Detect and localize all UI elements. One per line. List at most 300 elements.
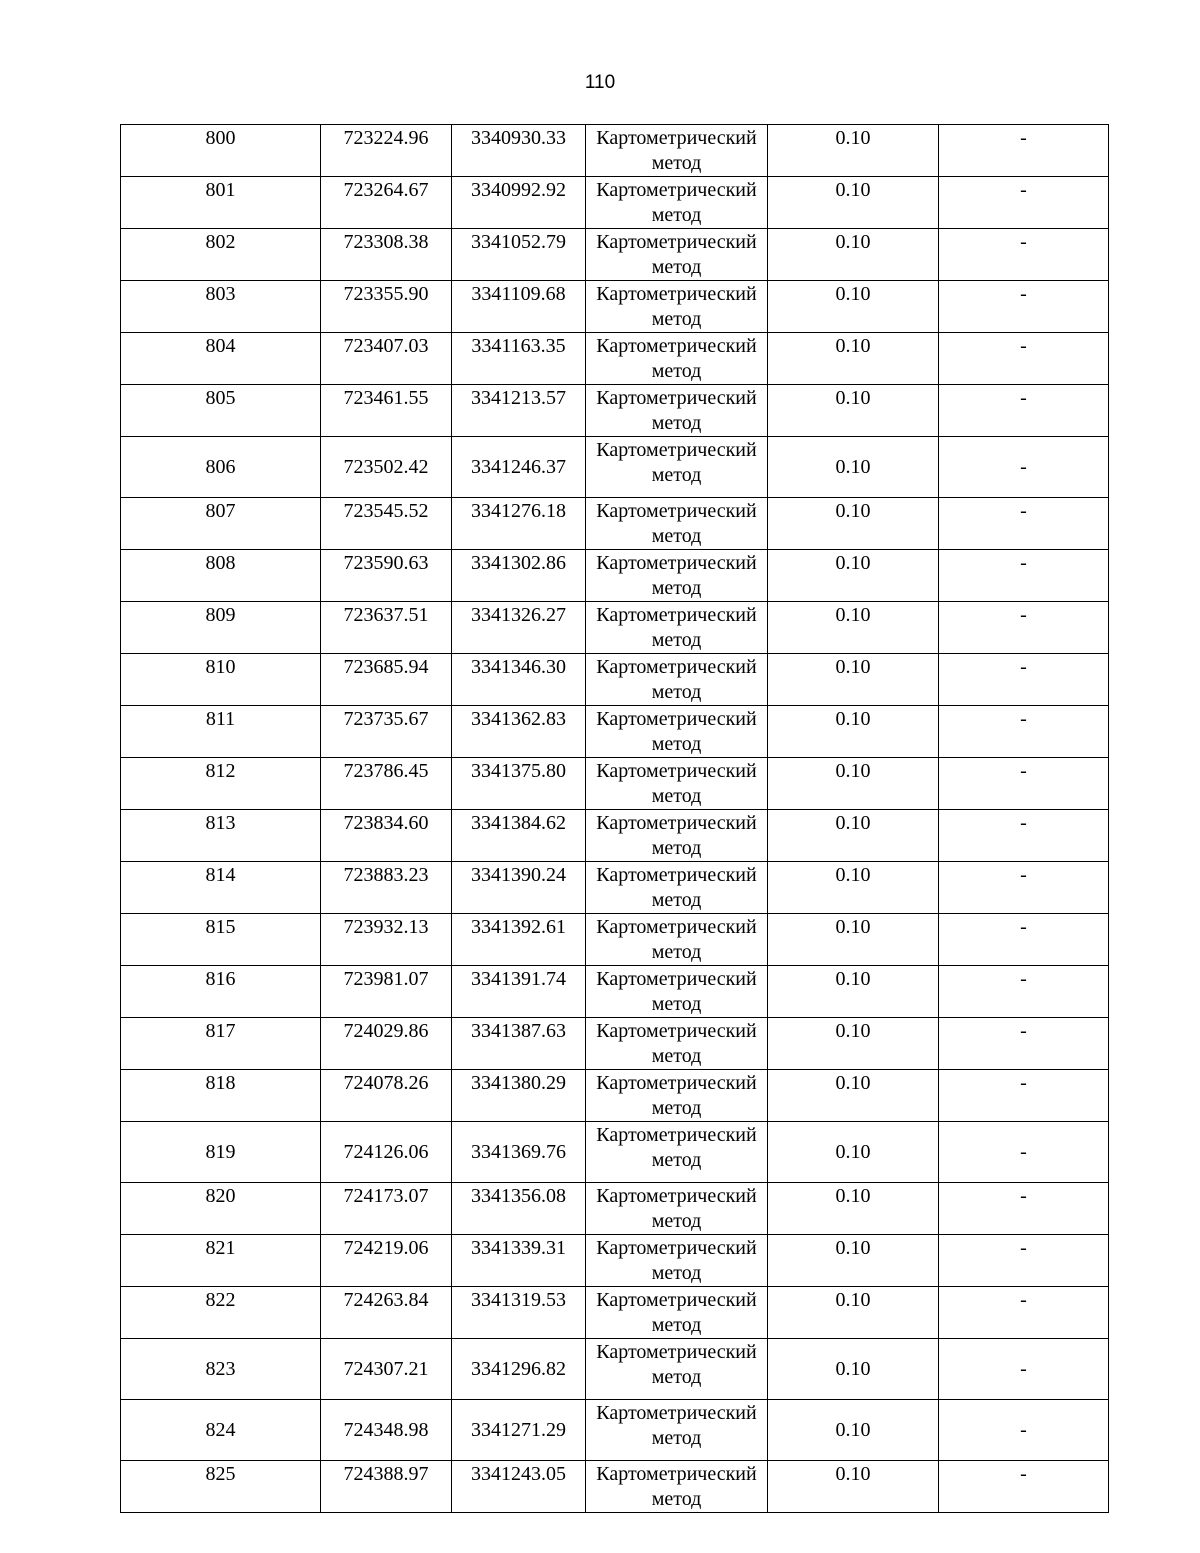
point-cell-value: 811: [205, 708, 236, 730]
y-coordinate-cell: [452, 498, 586, 550]
y-coordinate-cell-value: 3341246.37: [471, 456, 566, 478]
y-coordinate-cell: [452, 1287, 586, 1339]
accuracy-cell-value: 0.10: [835, 916, 871, 938]
y-coordinate-cell: [452, 125, 586, 177]
point-cell: [121, 654, 321, 706]
table-row: [121, 862, 1109, 914]
accuracy-cell: [768, 333, 939, 385]
note-cell: [939, 810, 1109, 862]
method-line-1: Картометрический: [596, 1402, 757, 1424]
accuracy-cell-value: 0.10: [835, 864, 871, 886]
point-cell-value: 818: [205, 1072, 236, 1094]
point-cell-value: 820: [205, 1185, 236, 1207]
coordinates-table: [120, 124, 1109, 1513]
y-coordinate-cell: [452, 966, 586, 1018]
accuracy-cell: [768, 914, 939, 966]
x-coordinate-cell-value: 723932.13: [343, 916, 429, 938]
table-row: [121, 1070, 1109, 1122]
page-number: 110: [584, 72, 616, 93]
x-coordinate-cell: [321, 1122, 452, 1183]
y-coordinate-cell: [452, 654, 586, 706]
table-row: [121, 1122, 1109, 1183]
y-coordinate-cell-value: 3341109.68: [471, 283, 566, 305]
method-line-1: Картометрический: [596, 1341, 757, 1363]
method-cell: [586, 1339, 768, 1400]
accuracy-cell: [768, 550, 939, 602]
accuracy-cell: [768, 602, 939, 654]
note-cell: [939, 602, 1109, 654]
x-coordinate-cell: [321, 602, 452, 654]
y-coordinate-cell-value: 3341356.08: [471, 1185, 566, 1207]
x-coordinate-cell: [321, 914, 452, 966]
table-row: [121, 1287, 1109, 1339]
method-line-1: Картометрический: [596, 1072, 757, 1094]
note-cell-value: -: [1020, 456, 1027, 478]
accuracy-cell: [768, 1461, 939, 1513]
x-coordinate-cell: [321, 758, 452, 810]
note-cell-value: -: [1020, 1185, 1027, 1207]
y-coordinate-cell-value: 3341326.27: [471, 604, 566, 626]
point-cell: [121, 602, 321, 654]
x-coordinate-cell: [321, 281, 452, 333]
point-cell: [121, 758, 321, 810]
method-line-2: метод: [651, 577, 702, 599]
y-coordinate-cell: [452, 1183, 586, 1235]
y-coordinate-cell: [452, 1235, 586, 1287]
note-cell-value: -: [1020, 335, 1027, 357]
x-coordinate-cell: [321, 550, 452, 602]
accuracy-cell-value: 0.10: [835, 1185, 871, 1207]
x-coordinate-cell: [321, 498, 452, 550]
x-coordinate-cell: [321, 1018, 452, 1070]
method-line-1: Картометрический: [596, 1289, 757, 1311]
y-coordinate-cell-value: 3341052.79: [471, 231, 566, 253]
table-row: [121, 1235, 1109, 1287]
y-coordinate-cell: [452, 1122, 586, 1183]
y-coordinate-cell-value: 3341387.63: [471, 1020, 566, 1042]
method-line-1: Картометрический: [596, 1185, 757, 1207]
method-line-1: Картометрический: [596, 1020, 757, 1042]
accuracy-cell: [768, 1235, 939, 1287]
point-cell: [121, 706, 321, 758]
x-coordinate-cell-value: 723545.52: [343, 500, 429, 522]
method-line-2: метод: [651, 629, 702, 651]
table-row: [121, 333, 1109, 385]
method-line-1: Картометрический: [596, 127, 757, 149]
x-coordinate-cell-value: 723461.55: [343, 387, 429, 409]
method-line-2: метод: [651, 785, 702, 807]
accuracy-cell: [768, 437, 939, 498]
accuracy-cell-value: 0.10: [835, 1419, 871, 1441]
note-cell: [939, 437, 1109, 498]
method-line-2: метод: [651, 256, 702, 278]
point-cell: [121, 1461, 321, 1513]
x-coordinate-cell-value: 723355.90: [343, 283, 429, 305]
method-cell: [586, 498, 768, 550]
y-coordinate-cell-value: 3341271.29: [471, 1419, 566, 1441]
y-coordinate-cell: [452, 1018, 586, 1070]
method-cell: [586, 862, 768, 914]
table-row: [121, 654, 1109, 706]
point-cell-value: 817: [205, 1020, 236, 1042]
accuracy-cell-value: 0.10: [835, 604, 871, 626]
accuracy-cell-value: 0.10: [835, 552, 871, 574]
method-line-2: метод: [651, 837, 702, 859]
note-cell: [939, 385, 1109, 437]
x-coordinate-cell-value: 723685.94: [343, 656, 429, 678]
point-cell-value: 825: [205, 1463, 236, 1485]
x-coordinate-cell-value: 724388.97: [343, 1463, 429, 1485]
method-line-1: Картометрический: [596, 708, 757, 730]
y-coordinate-cell-value: 3341384.62: [471, 812, 566, 834]
y-coordinate-cell-value: 3341375.80: [471, 760, 566, 782]
note-cell: [939, 1400, 1109, 1461]
accuracy-cell-value: 0.10: [835, 500, 871, 522]
accuracy-cell: [768, 498, 939, 550]
accuracy-cell: [768, 229, 939, 281]
note-cell-value: -: [1020, 968, 1027, 990]
note-cell-value: -: [1020, 1289, 1027, 1311]
point-cell-value: 813: [205, 812, 236, 834]
point-cell: [121, 177, 321, 229]
x-coordinate-cell: [321, 333, 452, 385]
method-line-2: метод: [651, 360, 702, 382]
note-cell-value: -: [1020, 387, 1027, 409]
x-coordinate-cell-value: 723502.42: [343, 456, 429, 478]
accuracy-cell-value: 0.10: [835, 968, 871, 990]
note-cell: [939, 1235, 1109, 1287]
note-cell: [939, 333, 1109, 385]
accuracy-cell-value: 0.10: [835, 231, 871, 253]
note-cell-value: -: [1020, 916, 1027, 938]
y-coordinate-cell: [452, 229, 586, 281]
point-cell-value: 800: [205, 127, 236, 149]
note-cell-value: -: [1020, 552, 1027, 574]
method-line-2: метод: [651, 1097, 702, 1119]
point-cell-value: 822: [205, 1289, 236, 1311]
accuracy-cell: [768, 1339, 939, 1400]
y-coordinate-cell-value: 3341390.24: [471, 864, 566, 886]
note-cell-value: -: [1020, 1141, 1027, 1163]
point-cell: [121, 914, 321, 966]
method-cell: [586, 966, 768, 1018]
point-cell-value: 807: [205, 500, 236, 522]
table-row: [121, 1461, 1109, 1513]
method-line-1: Картометрический: [596, 231, 757, 253]
table-row: [121, 281, 1109, 333]
y-coordinate-cell-value: 3341392.61: [471, 916, 566, 938]
accuracy-cell: [768, 1122, 939, 1183]
point-cell: [121, 125, 321, 177]
method-line-1: Картометрический: [596, 1124, 757, 1146]
method-line-2: метод: [651, 1210, 702, 1232]
x-coordinate-cell-value: 724307.21: [343, 1358, 429, 1380]
table-row: [121, 966, 1109, 1018]
y-coordinate-cell: [452, 758, 586, 810]
method-line-1: Картометрический: [596, 812, 757, 834]
x-coordinate-cell: [321, 1339, 452, 1400]
method-line-2: метод: [651, 464, 702, 486]
method-line-2: метод: [651, 204, 702, 226]
note-cell: [939, 966, 1109, 1018]
point-cell: [121, 1400, 321, 1461]
y-coordinate-cell: [452, 602, 586, 654]
x-coordinate-cell: [321, 437, 452, 498]
method-line-2: метод: [651, 1314, 702, 1336]
y-coordinate-cell-value: 3341369.76: [471, 1141, 566, 1163]
method-cell: [586, 281, 768, 333]
point-cell: [121, 1287, 321, 1339]
method-cell: [586, 654, 768, 706]
point-cell: [121, 281, 321, 333]
note-cell: [939, 1122, 1109, 1183]
point-cell-value: 815: [205, 916, 236, 938]
method-line-1: Картометрический: [596, 1463, 757, 1485]
accuracy-cell: [768, 1018, 939, 1070]
note-cell: [939, 1339, 1109, 1400]
method-line-1: Картометрический: [596, 439, 757, 461]
note-cell-value: -: [1020, 604, 1027, 626]
note-cell-value: -: [1020, 179, 1027, 201]
note-cell-value: -: [1020, 283, 1027, 305]
accuracy-cell: [768, 966, 939, 1018]
method-line-2: метод: [651, 941, 702, 963]
y-coordinate-cell: [452, 1070, 586, 1122]
method-line-1: Картометрический: [596, 1237, 757, 1259]
x-coordinate-cell: [321, 706, 452, 758]
y-coordinate-cell-value: 3341243.05: [471, 1463, 566, 1485]
method-line-1: Картометрический: [596, 916, 757, 938]
x-coordinate-cell-value: 723637.51: [343, 604, 429, 626]
method-cell: [586, 1070, 768, 1122]
note-cell-value: -: [1020, 1463, 1027, 1485]
x-coordinate-cell: [321, 654, 452, 706]
x-coordinate-cell: [321, 229, 452, 281]
table-row: [121, 706, 1109, 758]
y-coordinate-cell-value: 3341163.35: [471, 335, 566, 357]
method-cell: [586, 1400, 768, 1461]
y-coordinate-cell-value: 3341339.31: [471, 1237, 566, 1259]
x-coordinate-cell: [321, 385, 452, 437]
method-line-1: Картометрический: [596, 283, 757, 305]
table-row: [121, 1018, 1109, 1070]
method-cell: [586, 177, 768, 229]
table-body: [121, 125, 1109, 1513]
method-line-1: Картометрический: [596, 604, 757, 626]
point-cell-value: 810: [205, 656, 236, 678]
point-cell-value: 802: [205, 231, 236, 253]
note-cell-value: -: [1020, 708, 1027, 730]
y-coordinate-cell: [452, 333, 586, 385]
table-row: [121, 125, 1109, 177]
accuracy-cell: [768, 1400, 939, 1461]
point-cell: [121, 498, 321, 550]
method-line-2: метод: [651, 1427, 702, 1449]
method-cell: [586, 914, 768, 966]
point-cell: [121, 550, 321, 602]
y-coordinate-cell-value: 3341213.57: [471, 387, 566, 409]
note-cell: [939, 1070, 1109, 1122]
accuracy-cell-value: 0.10: [835, 760, 871, 782]
note-cell-value: -: [1020, 812, 1027, 834]
note-cell: [939, 281, 1109, 333]
y-coordinate-cell-value: 3341276.18: [471, 500, 566, 522]
x-coordinate-cell-value: 724078.26: [343, 1072, 429, 1094]
note-cell: [939, 177, 1109, 229]
note-cell: [939, 229, 1109, 281]
note-cell-value: -: [1020, 1358, 1027, 1380]
accuracy-cell-value: 0.10: [835, 656, 871, 678]
point-cell-value: 803: [205, 283, 236, 305]
x-coordinate-cell: [321, 1287, 452, 1339]
y-coordinate-cell: [452, 914, 586, 966]
accuracy-cell-value: 0.10: [835, 1289, 871, 1311]
accuracy-cell-value: 0.10: [835, 387, 871, 409]
accuracy-cell: [768, 706, 939, 758]
method-line-1: Картометрический: [596, 335, 757, 357]
method-cell: [586, 758, 768, 810]
note-cell: [939, 1018, 1109, 1070]
accuracy-cell: [768, 810, 939, 862]
accuracy-cell: [768, 1070, 939, 1122]
method-cell: [586, 1122, 768, 1183]
point-cell: [121, 1122, 321, 1183]
table-row: [121, 1183, 1109, 1235]
x-coordinate-cell: [321, 1461, 452, 1513]
accuracy-cell-value: 0.10: [835, 335, 871, 357]
accuracy-cell-value: 0.10: [835, 708, 871, 730]
x-coordinate-cell-value: 724173.07: [343, 1185, 429, 1207]
point-cell: [121, 229, 321, 281]
y-coordinate-cell: [452, 385, 586, 437]
method-cell: [586, 1183, 768, 1235]
x-coordinate-cell-value: 724126.06: [343, 1141, 429, 1163]
x-coordinate-cell-value: 723308.38: [343, 231, 429, 253]
accuracy-cell: [768, 654, 939, 706]
method-line-2: метод: [651, 412, 702, 434]
note-cell: [939, 706, 1109, 758]
method-line-2: метод: [651, 1488, 702, 1510]
accuracy-cell-value: 0.10: [835, 179, 871, 201]
x-coordinate-cell: [321, 177, 452, 229]
y-coordinate-cell-value: 3340930.33: [471, 127, 566, 149]
y-coordinate-cell-value: 3341319.53: [471, 1289, 566, 1311]
x-coordinate-cell-value: 724348.98: [343, 1419, 429, 1441]
x-coordinate-cell-value: 723735.67: [343, 708, 429, 730]
x-coordinate-cell: [321, 1235, 452, 1287]
method-line-2: метод: [651, 993, 702, 1015]
method-cell: [586, 1461, 768, 1513]
point-cell-value: 805: [205, 387, 236, 409]
table-row: [121, 914, 1109, 966]
x-coordinate-cell-value: 724219.06: [343, 1237, 429, 1259]
point-cell: [121, 437, 321, 498]
note-cell-value: -: [1020, 1419, 1027, 1441]
point-cell-value: 821: [205, 1237, 236, 1259]
y-coordinate-cell: [452, 550, 586, 602]
y-coordinate-cell-value: 3341391.74: [471, 968, 566, 990]
accuracy-cell: [768, 281, 939, 333]
method-line-1: Картометрический: [596, 760, 757, 782]
note-cell-value: -: [1020, 231, 1027, 253]
note-cell: [939, 914, 1109, 966]
method-cell: [586, 229, 768, 281]
method-line-2: метод: [651, 1262, 702, 1284]
method-cell: [586, 706, 768, 758]
note-cell-value: -: [1020, 656, 1027, 678]
point-cell-value: 804: [205, 335, 236, 357]
note-cell: [939, 758, 1109, 810]
x-coordinate-cell: [321, 125, 452, 177]
method-cell: [586, 1235, 768, 1287]
method-cell: [586, 1287, 768, 1339]
table-row: [121, 758, 1109, 810]
method-line-2: метод: [651, 1045, 702, 1067]
point-cell: [121, 385, 321, 437]
note-cell-value: -: [1020, 1072, 1027, 1094]
note-cell: [939, 1287, 1109, 1339]
x-coordinate-cell-value: 723786.45: [343, 760, 429, 782]
method-line-1: Картометрический: [596, 552, 757, 574]
x-coordinate-cell-value: 723883.23: [343, 864, 429, 886]
y-coordinate-cell-value: 3341346.30: [471, 656, 566, 678]
method-cell: [586, 602, 768, 654]
x-coordinate-cell-value: 723981.07: [343, 968, 429, 990]
x-coordinate-cell-value: 724263.84: [343, 1289, 429, 1311]
y-coordinate-cell: [452, 177, 586, 229]
point-cell-value: 824: [205, 1419, 236, 1441]
note-cell-value: -: [1020, 500, 1027, 522]
accuracy-cell: [768, 758, 939, 810]
x-coordinate-cell: [321, 1070, 452, 1122]
table-row: [121, 1339, 1109, 1400]
method-cell: [586, 1018, 768, 1070]
x-coordinate-cell-value: 723224.96: [343, 127, 429, 149]
y-coordinate-cell-value: 3341296.82: [471, 1358, 566, 1380]
table-row: [121, 229, 1109, 281]
accuracy-cell: [768, 177, 939, 229]
method-line-2: метод: [651, 152, 702, 174]
note-cell-value: -: [1020, 864, 1027, 886]
point-cell-value: 819: [205, 1141, 236, 1163]
method-cell: [586, 437, 768, 498]
accuracy-cell: [768, 385, 939, 437]
point-cell: [121, 862, 321, 914]
method-line-1: Картометрический: [596, 179, 757, 201]
method-line-2: метод: [651, 681, 702, 703]
x-coordinate-cell-value: 724029.86: [343, 1020, 429, 1042]
table-row: [121, 177, 1109, 229]
method-line-2: метод: [651, 889, 702, 911]
point-cell: [121, 1183, 321, 1235]
point-cell: [121, 966, 321, 1018]
method-line-1: Картометрический: [596, 656, 757, 678]
y-coordinate-cell: [452, 810, 586, 862]
accuracy-cell-value: 0.10: [835, 456, 871, 478]
point-cell-value: 806: [205, 456, 236, 478]
x-coordinate-cell-value: 723264.67: [343, 179, 429, 201]
y-coordinate-cell: [452, 1461, 586, 1513]
point-cell: [121, 1235, 321, 1287]
note-cell-value: -: [1020, 1237, 1027, 1259]
accuracy-cell-value: 0.10: [835, 1020, 871, 1042]
point-cell: [121, 1339, 321, 1400]
y-coordinate-cell-value: 3340992.92: [471, 179, 566, 201]
accuracy-cell: [768, 1183, 939, 1235]
note-cell-value: -: [1020, 127, 1027, 149]
note-cell: [939, 862, 1109, 914]
accuracy-cell-value: 0.10: [835, 1141, 871, 1163]
